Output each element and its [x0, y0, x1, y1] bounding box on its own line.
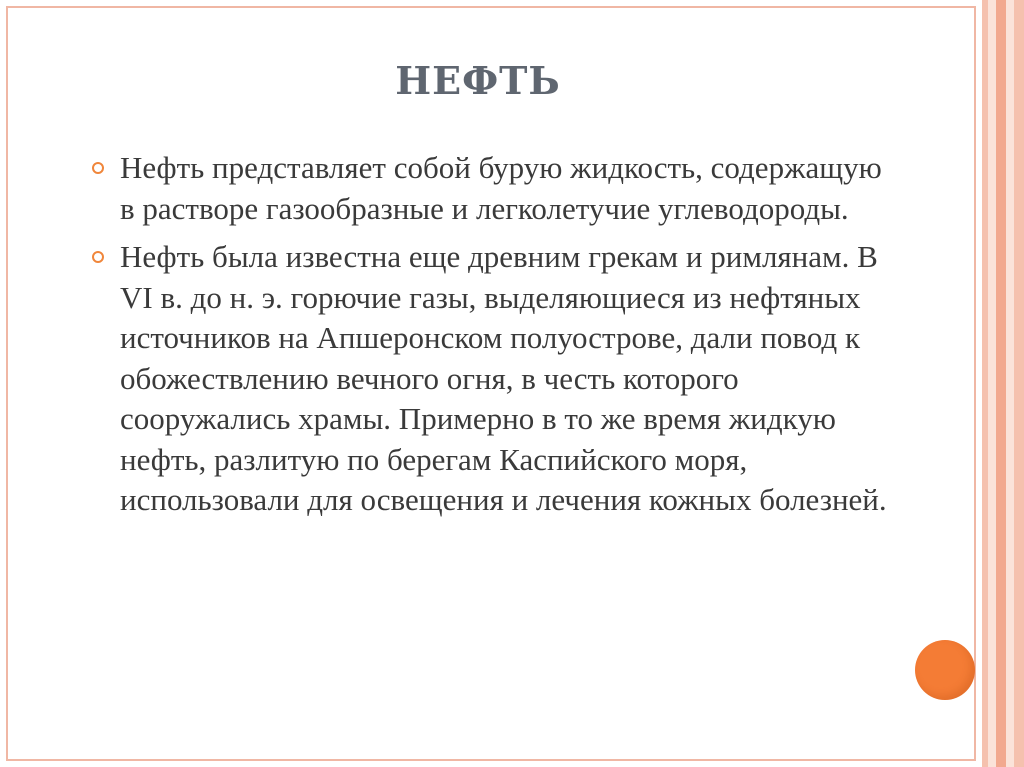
circle-bullet-icon [92, 251, 104, 263]
bullet-item [92, 237, 892, 521]
slide-title: НЕФТЬ [395, 58, 561, 103]
decor-stripe [988, 0, 996, 767]
bullet-list [92, 148, 892, 529]
decor-stripe [1014, 0, 1024, 767]
decor-stripe [1006, 0, 1014, 767]
bullet-item [92, 148, 892, 229]
decor-stripe [996, 0, 1006, 767]
slide-frame [6, 6, 976, 761]
orange-circle-icon [915, 640, 975, 700]
bullet-text: Нефть была известна еще древним грекам и римлянам. В VI в. до н. э. горючие газы, выделяющиеся из нефтяных источников на Апшеронском полуострове, дали повод к обожествлению вечного огня, в честь которого сооружались храмы. Примерно в то же время жидкую нефть, разлитую по берегам Каспийского моря, использовали для освещения и лечения кожных болезней. [120, 239, 887, 517]
bullet-text: Нефть представляет собой бурую жидкость, содержащую в растворе газообразные и легколетучие углеводороды. [120, 150, 882, 226]
circle-bullet-icon [92, 162, 104, 174]
